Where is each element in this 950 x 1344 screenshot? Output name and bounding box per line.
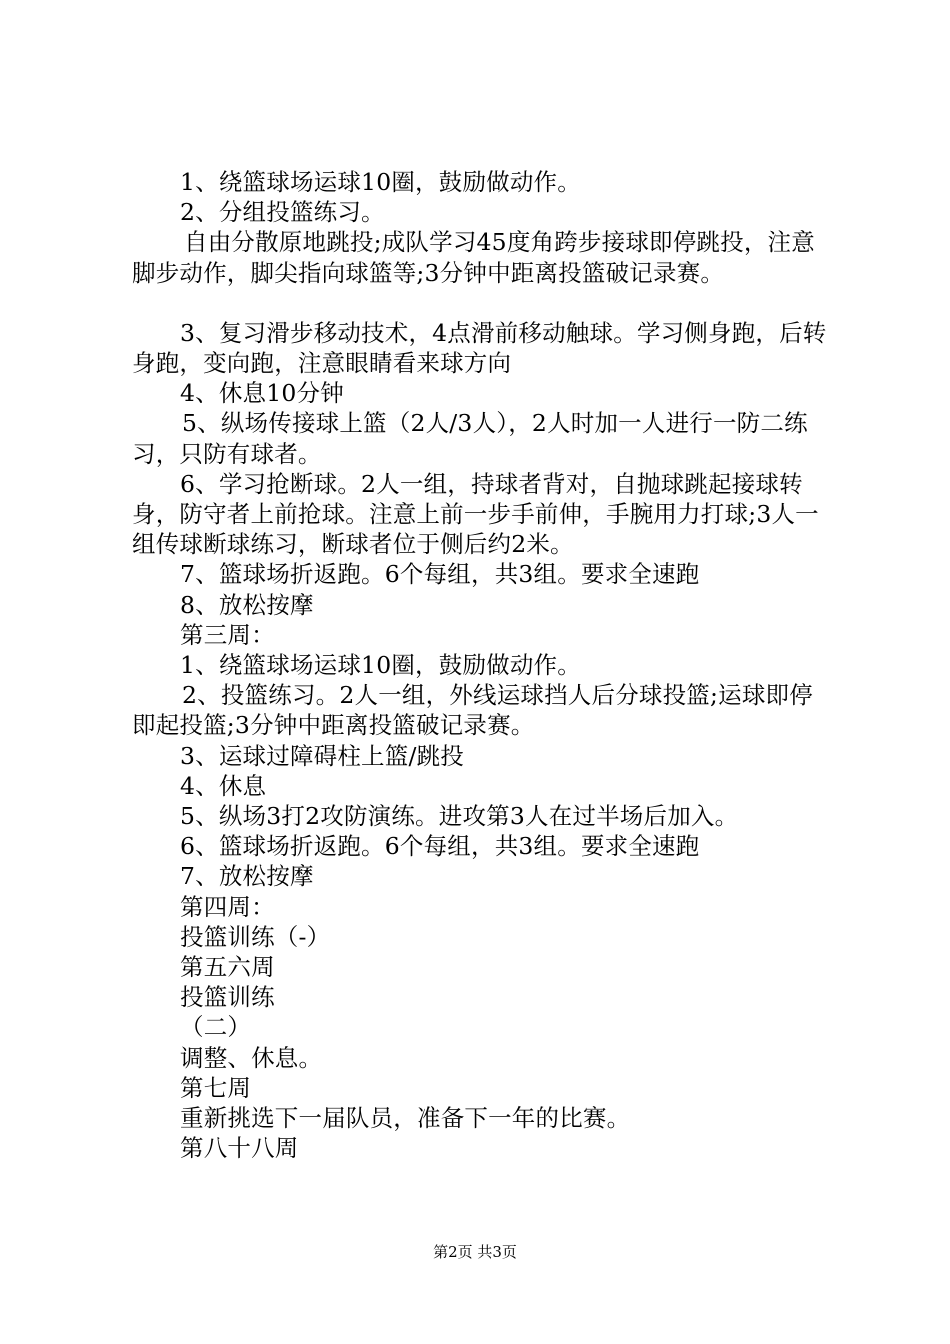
paragraph: （二） [180, 1013, 252, 1042]
section-heading: 第三周： [180, 620, 275, 649]
paragraph: 1、绕篮球场运球10圈，鼓励做动作。 [180, 651, 581, 680]
section-heading: 第七周 [180, 1073, 252, 1102]
section-heading: 第八十八周 [180, 1134, 299, 1163]
page-number-label: 第2页 共3页 [433, 1243, 517, 1261]
paragraph: 调整、休息。 [180, 1043, 323, 1072]
paragraph: 6、学习抢断球。2人一组，持球者背对，自抛球跳起接球转身，防守者上前抢球。注意上前一步手前伸，手腕用力打球;3人一组传球断球练习，断球者位于侧后约2米。 [132, 469, 819, 559]
paragraph-gap [132, 288, 832, 318]
paragraph: 3、运球过障碍柱上篮/跳投 [180, 741, 464, 770]
paragraph: 7、放松按摩 [180, 862, 314, 891]
paragraph: 2、投篮练习。2人一组，外线运球挡人后分球投篮;运球即停即起投篮;3分钟中距离投篮破记录赛。 [132, 681, 813, 740]
paragraph: 1、绕篮球场运球10圈，鼓励做动作。 [180, 168, 581, 196]
paragraph: 6、篮球场折返跑。6个每组，共3组。要求全速跑 [180, 832, 700, 861]
paragraph: 3、复习滑步移动技术，4点滑前移动触球。学习侧身跑，后转身跑，变向跑，注意眼睛看来球方向 [132, 318, 827, 378]
paragraph: 5、纵场3打2攻防演练。进攻第3人在过半场后加入。 [180, 802, 739, 831]
paragraph: 投篮训练（-） [180, 922, 331, 951]
paragraph: 5、纵场传接球上篮（2人/3人），2人时加一人进行一防二练习，只防有球者。 [132, 409, 808, 468]
page-footer [0, 1243, 950, 1261]
paragraph: 7、篮球场折返跑。6个每组，共3组。要求全速跑 [180, 560, 700, 589]
paragraph: 8、放松按摩 [180, 590, 314, 619]
paragraph: 重新挑选下一届队员，准备下一年的比赛。 [180, 1104, 631, 1133]
document-body [132, 167, 832, 1164]
paragraph: 2、分组投篮练习。 [180, 198, 385, 227]
paragraph: 4、休息 [180, 771, 267, 800]
paragraph: 投篮训练 [180, 983, 275, 1012]
paragraph: 4、休息10分钟 [180, 379, 344, 408]
section-heading: 第四周： [180, 892, 275, 921]
paragraph: 自由分散原地跳投;成队学习45度角跨步接球即停跳投，注意脚步动作，脚尖指向球篮等;3分钟中距离投篮破记录赛。 [132, 228, 815, 287]
section-heading: 第五六周 [180, 953, 275, 982]
